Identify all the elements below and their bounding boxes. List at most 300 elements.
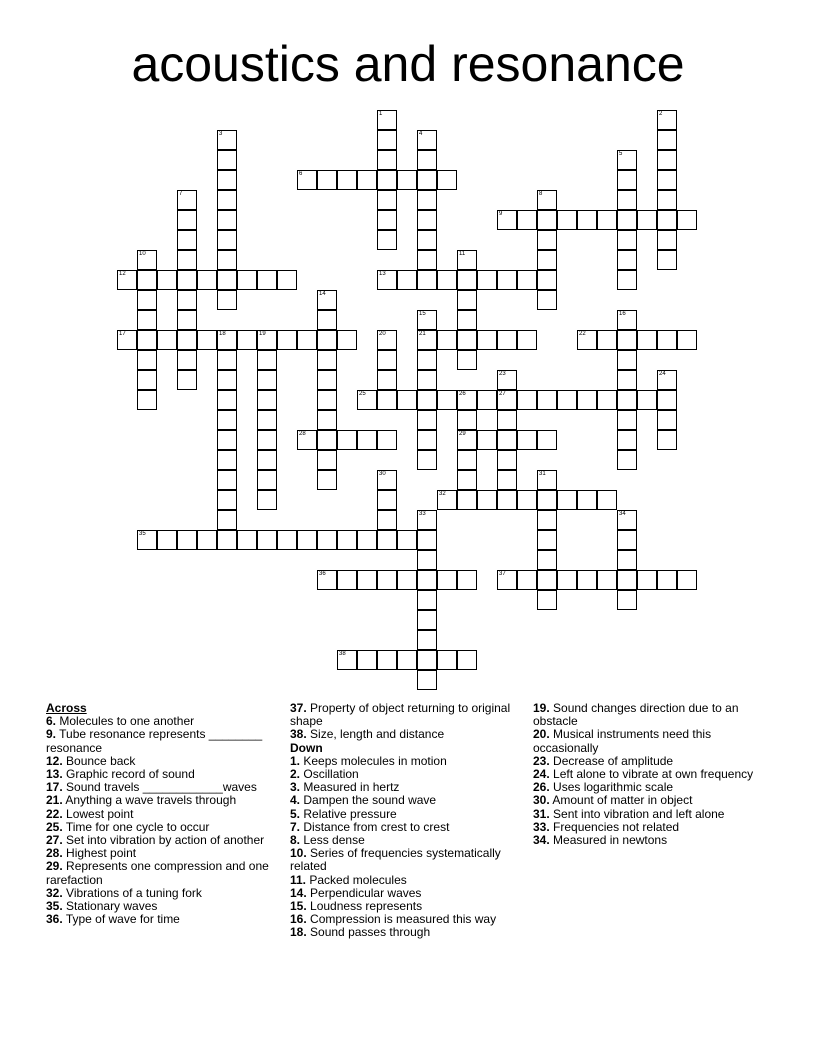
grid-cell[interactable] bbox=[317, 310, 337, 330]
grid-cell[interactable] bbox=[657, 370, 677, 390]
clue-number: 38. bbox=[290, 727, 307, 742]
clue-text: Distance from crest to crest bbox=[303, 819, 450, 834]
grid-cell[interactable] bbox=[457, 490, 477, 510]
grid-cell[interactable] bbox=[197, 530, 217, 550]
clue-text: Type of wave for time bbox=[65, 912, 180, 927]
grid-cell[interactable] bbox=[557, 390, 577, 410]
grid-cell[interactable] bbox=[497, 430, 517, 450]
grid-cell[interactable] bbox=[497, 390, 517, 410]
grid-cell[interactable] bbox=[457, 430, 477, 450]
grid-cell[interactable] bbox=[357, 390, 377, 410]
clue-number-label: 33 bbox=[419, 511, 426, 517]
grid-cell[interactable] bbox=[177, 270, 197, 290]
grid-cell[interactable] bbox=[417, 630, 437, 650]
grid-cell[interactable] bbox=[417, 350, 437, 370]
grid-cell[interactable] bbox=[217, 530, 237, 550]
grid-cell[interactable] bbox=[597, 210, 617, 230]
grid-cell[interactable] bbox=[197, 330, 217, 350]
grid-cell[interactable] bbox=[617, 370, 637, 390]
clue-text: Size, length and distance bbox=[310, 727, 445, 742]
grid-cell[interactable] bbox=[577, 210, 597, 230]
grid-cell[interactable] bbox=[617, 250, 637, 270]
grid-cell[interactable] bbox=[497, 410, 517, 430]
grid-cell[interactable] bbox=[537, 550, 557, 570]
grid-cell[interactable] bbox=[657, 390, 677, 410]
grid-cell[interactable] bbox=[137, 390, 157, 410]
grid-cell[interactable] bbox=[177, 250, 197, 270]
grid-cell[interactable] bbox=[117, 330, 137, 350]
grid-cell[interactable] bbox=[377, 370, 397, 390]
grid-cell[interactable] bbox=[637, 570, 657, 590]
grid-cell[interactable] bbox=[417, 610, 437, 630]
grid-cell[interactable] bbox=[217, 490, 237, 510]
grid-cell[interactable] bbox=[617, 270, 637, 290]
grid-cell[interactable] bbox=[417, 170, 437, 190]
grid-cell[interactable] bbox=[417, 230, 437, 250]
grid-cell[interactable] bbox=[337, 650, 357, 670]
clue-number: 6. bbox=[46, 714, 57, 729]
grid-cell[interactable] bbox=[277, 270, 297, 290]
grid-cell[interactable] bbox=[377, 350, 397, 370]
grid-cell[interactable] bbox=[397, 530, 417, 550]
grid-cell[interactable] bbox=[497, 210, 517, 230]
grid-cell[interactable] bbox=[537, 490, 557, 510]
clue-text: Relative pressure bbox=[303, 806, 397, 821]
grid-cell[interactable] bbox=[177, 370, 197, 390]
grid-cell[interactable] bbox=[217, 210, 237, 230]
grid-cell[interactable] bbox=[437, 270, 457, 290]
grid-cell[interactable] bbox=[417, 450, 437, 470]
grid-cell[interactable] bbox=[417, 270, 437, 290]
grid-cell[interactable] bbox=[637, 210, 657, 230]
grid-cell[interactable] bbox=[217, 190, 237, 210]
grid-cell[interactable] bbox=[257, 350, 277, 370]
grid-cell[interactable] bbox=[317, 570, 337, 590]
grid-cell[interactable] bbox=[377, 570, 397, 590]
grid-cell[interactable] bbox=[497, 470, 517, 490]
grid-cell[interactable] bbox=[217, 150, 237, 170]
grid-cell[interactable] bbox=[437, 570, 457, 590]
grid-cell[interactable] bbox=[177, 290, 197, 310]
grid-cell[interactable] bbox=[457, 450, 477, 470]
grid-cell[interactable] bbox=[657, 150, 677, 170]
grid-cell[interactable] bbox=[397, 170, 417, 190]
grid-cell[interactable] bbox=[137, 270, 157, 290]
grid-cell[interactable] bbox=[437, 490, 457, 510]
clue-number: 23. bbox=[533, 753, 550, 768]
down-clue bbox=[290, 926, 522, 939]
grid-cell[interactable] bbox=[377, 430, 397, 450]
grid-cell[interactable] bbox=[297, 530, 317, 550]
grid-cell[interactable] bbox=[217, 250, 237, 270]
grid-cell[interactable] bbox=[577, 390, 597, 410]
grid-cell[interactable] bbox=[377, 170, 397, 190]
clue-number: 36. bbox=[46, 912, 63, 927]
grid-cell[interactable] bbox=[317, 170, 337, 190]
grid-cell[interactable] bbox=[217, 370, 237, 390]
clue-number: 21. bbox=[46, 793, 63, 808]
grid-cell[interactable] bbox=[617, 170, 637, 190]
grid-cell[interactable] bbox=[537, 230, 557, 250]
clue-number: 5. bbox=[290, 806, 301, 821]
grid-cell[interactable] bbox=[537, 290, 557, 310]
grid-cell[interactable] bbox=[617, 450, 637, 470]
grid-cell[interactable] bbox=[517, 330, 537, 350]
grid-cell[interactable] bbox=[457, 290, 477, 310]
grid-cell[interactable] bbox=[417, 250, 437, 270]
clue-text: Highest point bbox=[66, 846, 137, 861]
grid-cell[interactable] bbox=[677, 330, 697, 350]
grid-cell[interactable] bbox=[657, 170, 677, 190]
grid-cell[interactable] bbox=[317, 450, 337, 470]
grid-cell[interactable] bbox=[597, 570, 617, 590]
clues-column-3 bbox=[533, 702, 765, 847]
grid-cell[interactable] bbox=[417, 130, 437, 150]
grid-cell[interactable] bbox=[617, 390, 637, 410]
grid-cell[interactable] bbox=[117, 270, 137, 290]
grid-cell[interactable] bbox=[257, 390, 277, 410]
grid-cell[interactable] bbox=[537, 510, 557, 530]
grid-cell[interactable] bbox=[617, 210, 637, 230]
grid-cell[interactable] bbox=[617, 550, 637, 570]
grid-cell[interactable] bbox=[377, 650, 397, 670]
grid-cell[interactable] bbox=[257, 410, 277, 430]
grid-cell[interactable] bbox=[537, 590, 557, 610]
grid-cell[interactable] bbox=[217, 430, 237, 450]
clue-number-label: 8 bbox=[539, 191, 543, 197]
grid-cell[interactable] bbox=[537, 570, 557, 590]
grid-cell[interactable] bbox=[417, 670, 437, 690]
clue-number: 35. bbox=[46, 899, 63, 914]
grid-cell[interactable] bbox=[557, 490, 577, 510]
grid-cell[interactable] bbox=[537, 530, 557, 550]
grid-cell[interactable] bbox=[157, 330, 177, 350]
grid-cell[interactable] bbox=[677, 570, 697, 590]
grid-cell[interactable] bbox=[457, 250, 477, 270]
grid-cell[interactable] bbox=[437, 170, 457, 190]
grid-cell[interactable] bbox=[517, 430, 537, 450]
grid-cell[interactable] bbox=[537, 390, 557, 410]
grid-cell[interactable] bbox=[337, 430, 357, 450]
grid-cell[interactable] bbox=[657, 250, 677, 270]
clue-number-label: 31 bbox=[539, 471, 546, 477]
grid-cell[interactable] bbox=[517, 490, 537, 510]
grid-cell[interactable] bbox=[617, 590, 637, 610]
grid-cell[interactable] bbox=[617, 150, 637, 170]
grid-cell[interactable] bbox=[197, 270, 217, 290]
clue-number: 33. bbox=[533, 819, 550, 834]
grid-cell[interactable] bbox=[417, 510, 437, 530]
grid-cell[interactable] bbox=[137, 310, 157, 330]
grid-cell[interactable] bbox=[457, 310, 477, 330]
grid-cell[interactable] bbox=[477, 390, 497, 410]
grid-cell[interactable] bbox=[457, 650, 477, 670]
grid-cell[interactable] bbox=[297, 430, 317, 450]
grid-cell[interactable] bbox=[437, 330, 457, 350]
grid-cell[interactable] bbox=[217, 510, 237, 530]
grid-cell[interactable] bbox=[177, 210, 197, 230]
grid-cell[interactable] bbox=[377, 390, 397, 410]
clue-number: 24. bbox=[533, 767, 550, 782]
grid-cell[interactable] bbox=[677, 210, 697, 230]
grid-cell[interactable] bbox=[557, 210, 577, 230]
clue-text: Less dense bbox=[303, 833, 365, 848]
grid-cell[interactable] bbox=[357, 530, 377, 550]
grid-cell[interactable] bbox=[377, 270, 397, 290]
grid-cell[interactable] bbox=[657, 430, 677, 450]
grid-cell[interactable] bbox=[417, 430, 437, 450]
grid-cell[interactable] bbox=[577, 570, 597, 590]
grid-cell[interactable] bbox=[277, 330, 297, 350]
grid-cell[interactable] bbox=[617, 190, 637, 210]
clue-number-label: 23 bbox=[499, 371, 506, 377]
grid-cell[interactable] bbox=[257, 530, 277, 550]
grid-cell[interactable] bbox=[537, 270, 557, 290]
grid-cell[interactable] bbox=[417, 190, 437, 210]
down-clue bbox=[533, 728, 765, 754]
grid-cell[interactable] bbox=[397, 270, 417, 290]
grid-cell[interactable] bbox=[657, 230, 677, 250]
grid-cell[interactable] bbox=[417, 210, 437, 230]
grid-cell[interactable] bbox=[177, 310, 197, 330]
grid-cell[interactable] bbox=[617, 330, 637, 350]
grid-cell[interactable] bbox=[137, 250, 157, 270]
grid-cell[interactable] bbox=[217, 290, 237, 310]
grid-cell[interactable] bbox=[257, 430, 277, 450]
grid-cell[interactable] bbox=[457, 410, 477, 430]
grid-cell[interactable] bbox=[417, 310, 437, 330]
grid-cell[interactable] bbox=[317, 330, 337, 350]
grid-cell[interactable] bbox=[657, 410, 677, 430]
grid-cell[interactable] bbox=[517, 210, 537, 230]
grid-cell[interactable] bbox=[217, 330, 237, 350]
clue-number-label: 38 bbox=[339, 651, 346, 657]
grid-cell[interactable] bbox=[497, 570, 517, 590]
grid-cell[interactable] bbox=[237, 530, 257, 550]
grid-cell[interactable] bbox=[317, 370, 337, 390]
grid-cell[interactable] bbox=[457, 570, 477, 590]
grid-cell[interactable] bbox=[317, 410, 337, 430]
clue-number: 25. bbox=[46, 819, 63, 834]
grid-cell[interactable] bbox=[597, 390, 617, 410]
grid-cell[interactable] bbox=[657, 570, 677, 590]
grid-cell[interactable] bbox=[417, 650, 437, 670]
grid-cell[interactable] bbox=[617, 510, 637, 530]
grid-cell[interactable] bbox=[137, 350, 157, 370]
grid-cell[interactable] bbox=[477, 490, 497, 510]
grid-cell[interactable] bbox=[357, 430, 377, 450]
clue-number: 34. bbox=[533, 833, 550, 848]
clue-number-label: 7 bbox=[179, 191, 183, 197]
clue-number-label: 24 bbox=[659, 371, 666, 377]
grid-cell[interactable] bbox=[517, 390, 537, 410]
grid-cell[interactable] bbox=[257, 490, 277, 510]
grid-cell[interactable] bbox=[377, 470, 397, 490]
grid-cell[interactable] bbox=[537, 250, 557, 270]
grid-cell[interactable] bbox=[417, 550, 437, 570]
grid-cell[interactable] bbox=[577, 490, 597, 510]
grid-cell[interactable] bbox=[417, 390, 437, 410]
clue-number: 11. bbox=[290, 872, 307, 887]
grid-cell[interactable] bbox=[377, 130, 397, 150]
grid-cell[interactable] bbox=[317, 350, 337, 370]
grid-cell[interactable] bbox=[257, 370, 277, 390]
grid-cell[interactable] bbox=[217, 390, 237, 410]
grid-cell[interactable] bbox=[317, 390, 337, 410]
grid-cell[interactable] bbox=[357, 650, 377, 670]
grid-cell[interactable] bbox=[397, 650, 417, 670]
clue-number: 27. bbox=[46, 833, 63, 848]
grid-cell[interactable] bbox=[137, 330, 157, 350]
grid-cell[interactable] bbox=[417, 410, 437, 430]
grid-cell[interactable] bbox=[237, 330, 257, 350]
grid-cell[interactable] bbox=[337, 530, 357, 550]
grid-cell[interactable] bbox=[417, 370, 437, 390]
grid-cell[interactable] bbox=[417, 570, 437, 590]
clue-number-label: 13 bbox=[379, 271, 386, 277]
grid-cell[interactable] bbox=[657, 190, 677, 210]
grid-cell[interactable] bbox=[457, 470, 477, 490]
grid-cell[interactable] bbox=[277, 530, 297, 550]
grid-cell[interactable] bbox=[457, 270, 477, 290]
grid-cell[interactable] bbox=[257, 470, 277, 490]
grid-cell[interactable] bbox=[297, 170, 317, 190]
grid-cell[interactable] bbox=[497, 270, 517, 290]
clue-text: Molecules to one another bbox=[59, 714, 195, 729]
grid-cell[interactable] bbox=[377, 530, 397, 550]
grid-cell[interactable] bbox=[457, 350, 477, 370]
grid-cell[interactable] bbox=[537, 210, 557, 230]
grid-cell[interactable] bbox=[417, 150, 437, 170]
grid-cell[interactable] bbox=[217, 230, 237, 250]
clue-text: Anything a wave travels through bbox=[65, 793, 237, 808]
grid-cell[interactable] bbox=[377, 490, 397, 510]
grid-cell[interactable] bbox=[177, 530, 197, 550]
grid-cell[interactable] bbox=[397, 390, 417, 410]
grid-cell[interactable] bbox=[437, 650, 457, 670]
grid-cell[interactable] bbox=[337, 170, 357, 190]
grid-cell[interactable] bbox=[377, 190, 397, 210]
grid-cell[interactable] bbox=[497, 370, 517, 390]
grid-cell[interactable] bbox=[177, 190, 197, 210]
grid-cell[interactable] bbox=[397, 570, 417, 590]
grid-cell[interactable] bbox=[657, 130, 677, 150]
grid-cell[interactable] bbox=[617, 350, 637, 370]
grid-cell[interactable] bbox=[597, 330, 617, 350]
grid-cell[interactable] bbox=[577, 330, 597, 350]
grid-cell[interactable] bbox=[617, 410, 637, 430]
grid-cell[interactable] bbox=[417, 330, 437, 350]
grid-cell[interactable] bbox=[457, 330, 477, 350]
grid-cell[interactable] bbox=[317, 290, 337, 310]
grid-cell[interactable] bbox=[257, 270, 277, 290]
grid-cell[interactable] bbox=[337, 330, 357, 350]
grid-cell[interactable] bbox=[137, 290, 157, 310]
grid-cell[interactable] bbox=[317, 530, 337, 550]
clue-number: 7. bbox=[290, 819, 301, 834]
grid-cell[interactable] bbox=[477, 430, 497, 450]
clue-number-label: 17 bbox=[119, 331, 126, 337]
grid-cell[interactable] bbox=[137, 370, 157, 390]
grid-cell[interactable] bbox=[637, 330, 657, 350]
grid-cell[interactable] bbox=[217, 350, 237, 370]
grid-cell[interactable] bbox=[537, 430, 557, 450]
grid-cell[interactable] bbox=[177, 350, 197, 370]
grid-cell[interactable] bbox=[497, 330, 517, 350]
grid-cell[interactable] bbox=[377, 230, 397, 250]
puzzle-title: acoustics and resonance bbox=[131, 36, 685, 92]
grid-cell[interactable] bbox=[217, 410, 237, 430]
grid-cell[interactable] bbox=[617, 430, 637, 450]
grid-cell[interactable] bbox=[157, 270, 177, 290]
grid-cell[interactable] bbox=[657, 210, 677, 230]
grid-cell[interactable] bbox=[317, 470, 337, 490]
grid-cell[interactable] bbox=[377, 210, 397, 230]
down-clue bbox=[533, 834, 765, 847]
grid-cell[interactable] bbox=[497, 450, 517, 470]
grid-cell[interactable] bbox=[537, 190, 557, 210]
grid-cell[interactable] bbox=[257, 450, 277, 470]
grid-cell[interactable] bbox=[657, 330, 677, 350]
grid-cell[interactable] bbox=[497, 490, 517, 510]
clue-number: 1. bbox=[290, 753, 301, 768]
grid-cell[interactable] bbox=[357, 570, 377, 590]
grid-cell[interactable] bbox=[357, 170, 377, 190]
clue-text: Uses logarithmic scale bbox=[553, 780, 674, 795]
clue-text: Sound passes through bbox=[310, 925, 431, 940]
grid-cell[interactable] bbox=[517, 570, 537, 590]
grid-cell[interactable] bbox=[237, 270, 257, 290]
grid-cell[interactable] bbox=[457, 390, 477, 410]
grid-cell[interactable] bbox=[477, 270, 497, 290]
grid-cell[interactable] bbox=[377, 330, 397, 350]
grid-cell[interactable] bbox=[617, 310, 637, 330]
grid-cell[interactable] bbox=[217, 130, 237, 150]
grid-cell[interactable] bbox=[137, 530, 157, 550]
grid-cell[interactable] bbox=[177, 330, 197, 350]
grid-cell[interactable] bbox=[377, 150, 397, 170]
grid-cell[interactable] bbox=[597, 490, 617, 510]
grid-cell[interactable] bbox=[377, 510, 397, 530]
grid-cell[interactable] bbox=[617, 530, 637, 550]
grid-cell[interactable] bbox=[177, 230, 197, 250]
grid-cell[interactable] bbox=[217, 470, 237, 490]
clue-text: Left alone to vibrate at own frequency bbox=[553, 767, 754, 782]
clue-number-label: 11 bbox=[459, 251, 466, 257]
across-clue bbox=[290, 728, 522, 741]
grid-cell[interactable] bbox=[417, 530, 437, 550]
grid-cell[interactable] bbox=[257, 330, 277, 350]
grid-cell[interactable] bbox=[657, 110, 677, 130]
grid-cell[interactable] bbox=[417, 590, 437, 610]
grid-cell[interactable] bbox=[437, 390, 457, 410]
grid-cell[interactable] bbox=[477, 330, 497, 350]
grid-cell[interactable] bbox=[617, 230, 637, 250]
grid-cell[interactable] bbox=[157, 530, 177, 550]
grid-cell[interactable] bbox=[637, 390, 657, 410]
grid-cell[interactable] bbox=[217, 270, 237, 290]
grid-cell[interactable] bbox=[377, 110, 397, 130]
grid-cell[interactable] bbox=[537, 470, 557, 490]
grid-cell[interactable] bbox=[297, 330, 317, 350]
grid-cell[interactable] bbox=[617, 570, 637, 590]
grid-cell[interactable] bbox=[337, 570, 357, 590]
grid-cell[interactable] bbox=[557, 570, 577, 590]
grid-cell[interactable] bbox=[217, 450, 237, 470]
grid-cell[interactable] bbox=[317, 430, 337, 450]
grid-cell[interactable] bbox=[217, 170, 237, 190]
grid-cell[interactable] bbox=[517, 270, 537, 290]
